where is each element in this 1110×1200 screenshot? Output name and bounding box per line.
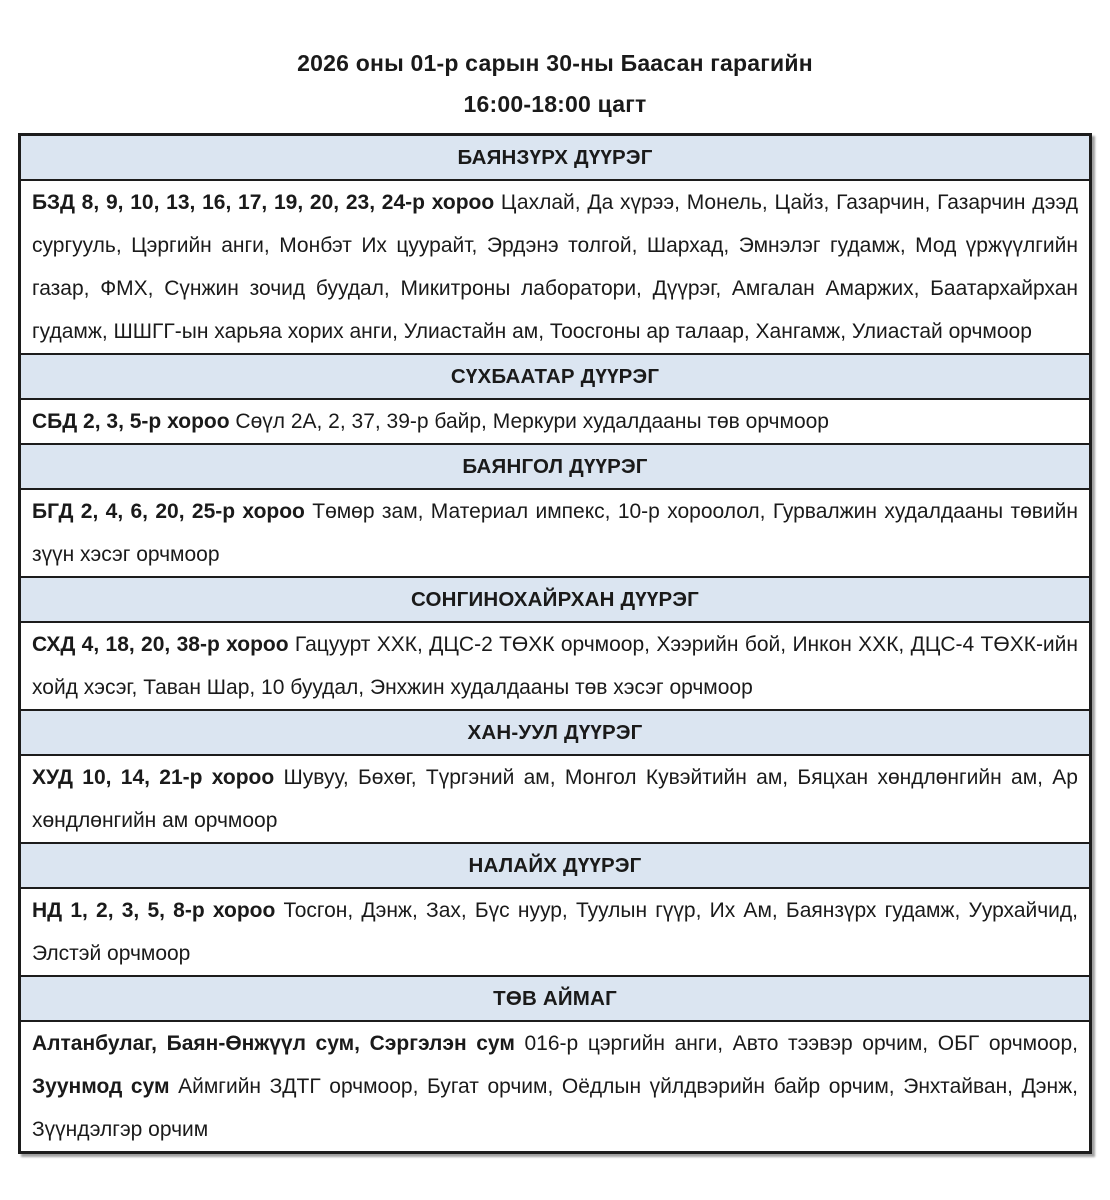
section-header-3: СОНГИНОХАЙРХАН ДҮҮРЭГ (21, 576, 1089, 623)
section-header-0: БАЯНЗҮРХ ДҮҮРЭГ (21, 136, 1089, 181)
area-list-text: Цахлай, Да хүрээ, Монель, Цайз, Газарчин, Газарчин дээд сургууль, Цэргийн анги, Монбэт Их цуурайт, Эрдэнэ толгой, Шархад, Эмнэлэг гудамж, Мод үржүүлгийн газар, ФМХ, Сүнжин зочид буудал, Микитроны лаборатори, Дүүрэг, Амгалан Амаржих, Баатархайрхан гудамж, ШШГГ-ын харьяа хорих анги, Улиастайн ам, Тоосгоны ар талаар, Хангамж, Улиастай орчмоор (32, 191, 1078, 343)
section-header-6: ТӨВ АЙМАГ (21, 975, 1089, 1022)
area-list-text: Аймгийн ЗДТГ орчмоор, Бугат орчим, Оёдлын үйлдвэрийн байр орчим, Энхтайван, Дэнж, Зүүндэлгэр орчим (32, 1075, 1079, 1141)
schedule-table (18, 133, 1092, 1154)
area-list-text: 016-р цэргийн анги, Авто тээвэр орчим, ОБГ орчмоор, (514, 1032, 1078, 1055)
section-content-6 (21, 1022, 1089, 1151)
section-header-2: БАЯНГОЛ ДҮҮРЭГ (21, 443, 1089, 490)
khoroo-list-bold: БЗД 8, 9, 10, 13, 16, 17, 19, 20, 23, 24-р хороо (32, 191, 495, 214)
section-header-5: НАЛАЙХ ДҮҮРЭГ (21, 842, 1089, 889)
section-content-5 (21, 889, 1089, 975)
section-header-1: СҮХБААТАР ДҮҮРЭГ (21, 353, 1089, 400)
section-content-3 (21, 623, 1089, 709)
area-list-text: Тосгон, Дэнж, Зах, Бүс нуур, Туулын гүүр, Их Ам, Баянзүрх гудамж, Уурхайчид, Элстэй орчмоор (32, 899, 1078, 965)
schedule-time-title: 16:00-18:00 цагт (463, 91, 647, 117)
area-list-text: Төмөр зам, Материал импекс, 10-р хороолол, Гурвалжин худалдааны төвийн зүүн хэсэг орчмоор (32, 500, 1078, 566)
khoroo-list-bold: Алтанбулаг, Баян-Өнжүүл сум, Сэргэлэн сум (32, 1032, 515, 1055)
khoroo-list-bold: ХУД 10, 14, 21-р хороо (32, 766, 275, 789)
khoroo-list-bold: СБД 2, 3, 5-р хороо (32, 410, 230, 433)
khoroo-list-bold: БГД 2, 4, 6, 20, 25-р хороо (32, 500, 305, 523)
section-content-1 (21, 400, 1089, 443)
section-content-4 (21, 756, 1089, 842)
khoroo-list-bold: НД 1, 2, 3, 5, 8-р хороо (32, 899, 276, 922)
area-list-text: Шувуу, Бөхөг, Түргэний ам, Монгол Кувэйтийн ам, Бяцхан хөндлөнгийн ам, Ар хөндлөнгийн ам орчмоор (32, 766, 1078, 832)
section-header-4: ХАН-УУЛ ДҮҮРЭГ (21, 709, 1089, 756)
area-list-text: Гацуурт ХХК, ДЦС-2 ТӨХК орчмоор, Хээрийн бой, Инкон ХХК, ДЦС-4 ТӨХК-ийн хойд хэсэг, Таван Шар, 10 буудал, Энхжин худалдааны төв хэсэг орчмоор (32, 633, 1078, 699)
section-content-2 (21, 490, 1089, 576)
title-block (0, 52, 1110, 116)
khoroo-list-bold: СХД 4, 18, 20, 38-р хороо (32, 633, 289, 656)
schedule-date-title: 2026 оны 01-р сарын 30-ны Баасан гарагийн (297, 50, 813, 76)
section-content-0 (21, 181, 1089, 353)
area-list-text: Сөүл 2А, 2, 37, 39-р байр, Меркури худалдааны төв орчмоор (229, 410, 829, 433)
khoroo-list-bold: Зуунмод сум (32, 1075, 170, 1098)
